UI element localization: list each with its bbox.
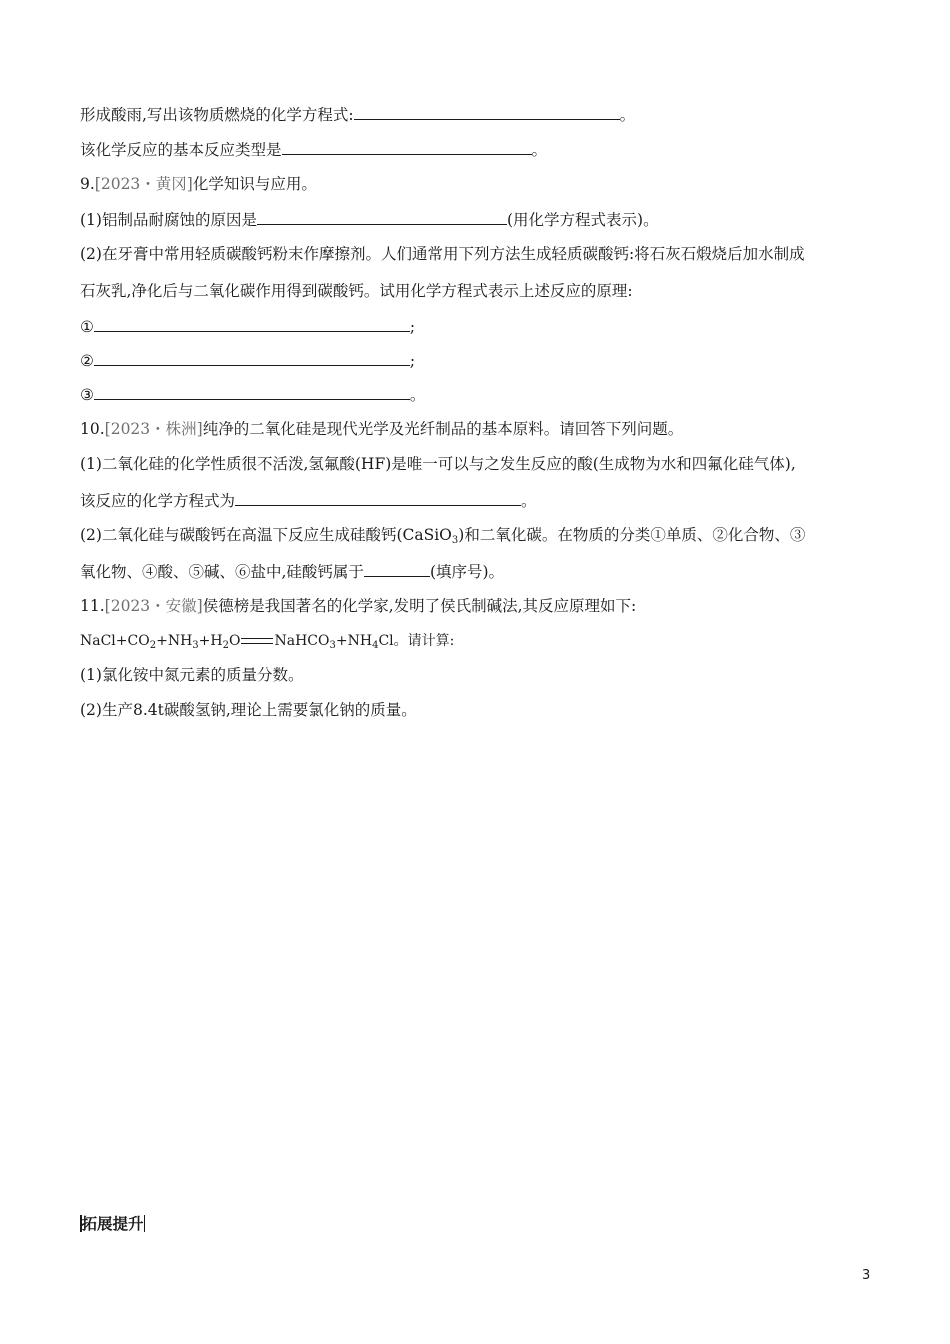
answer-blank-hf-equation[interactable] xyxy=(235,490,521,506)
question-number: 10. xyxy=(80,420,105,438)
question-source: [2023・安徽] xyxy=(104,597,203,615)
item-marker: ② xyxy=(80,352,94,370)
question-10-part-1-line-1 xyxy=(80,454,796,474)
line-acid-rain xyxy=(80,104,635,125)
page-number: 3 xyxy=(862,1268,871,1283)
answer-blank-equation-1[interactable] xyxy=(94,316,410,332)
answer-blank-combustion-equation[interactable] xyxy=(354,104,620,120)
chemical-equation xyxy=(80,631,454,651)
text: 形成酸雨,写出该物质燃烧的化学方程式: xyxy=(80,106,354,124)
subscript: 2 xyxy=(149,640,157,651)
question-9-part-1 xyxy=(80,209,659,230)
question-source: [2023・黄冈] xyxy=(94,175,193,193)
answer-blank-classification[interactable] xyxy=(364,561,430,577)
item-marker: ① xyxy=(80,318,94,336)
text: (填序号)。 xyxy=(429,563,505,581)
question-source: [2023・株洲] xyxy=(104,420,203,438)
text: (2)二氧化硅与碳酸钙在高温下反应生成硅酸钙(CaSiO xyxy=(80,526,452,544)
answer-blank-equation-2[interactable] xyxy=(94,350,410,366)
question-9-part-2-line-1 xyxy=(80,244,805,264)
text: (用化学方程式表示)。 xyxy=(506,211,659,229)
answer-blank-equation-3[interactable] xyxy=(94,384,410,400)
text: 该化学反应的基本反应类型是 xyxy=(80,141,282,159)
formula-part: NaCl+CO xyxy=(80,633,150,649)
formula-part: +H xyxy=(198,633,223,649)
question-9-title xyxy=(80,174,317,194)
subscript: 3 xyxy=(451,535,459,546)
answer-blank-reaction-type[interactable] xyxy=(282,139,532,155)
text: (1)氯化铵中氮元素的质量分数。 xyxy=(80,666,304,684)
answer-item-3 xyxy=(80,384,425,405)
subscript: 3 xyxy=(329,640,336,651)
text: ; xyxy=(409,318,416,336)
section-heading xyxy=(80,1214,145,1234)
text: )和二氧化碳。在物质的分类①单质、②化合物、③ xyxy=(458,526,806,544)
question-10-part-2-line-2 xyxy=(80,561,504,582)
subscript: 3 xyxy=(192,640,199,651)
question-number: 11. xyxy=(80,597,105,615)
question-11-part-1 xyxy=(80,665,303,685)
text: 。 xyxy=(531,141,548,159)
text: (2)生产8.4t碳酸氢钠,理论上需要氯化钠的质量。 xyxy=(80,701,417,719)
formula-part: Cl。请计算: xyxy=(378,633,455,649)
question-text: 化学知识与应用。 xyxy=(192,175,317,193)
answer-item-2 xyxy=(80,350,415,371)
line-reaction-type xyxy=(80,139,547,160)
question-text: 纯净的二氧化硅是现代光学及光纤制品的基本原料。请回答下列问题。 xyxy=(202,420,684,438)
answer-item-1 xyxy=(80,316,415,337)
heading-bar-right xyxy=(144,1215,146,1232)
formula-part: +NH xyxy=(335,633,373,649)
text: 石灰乳,净化后与二氧化碳作用得到碳酸钙。试用化学方程式表示上述反应的原理: xyxy=(80,282,633,300)
question-11-part-2 xyxy=(80,700,417,720)
text: 该反应的化学方程式为 xyxy=(80,492,236,510)
text: 氧化物、④酸、⑤碱、⑥盐中,硅酸钙属于 xyxy=(80,563,364,581)
question-10-title xyxy=(80,419,683,439)
text: (2)在牙膏中常用轻质碳酸钙粉末作摩擦剂。人们通常用下列方法生成轻质碳酸钙:将石灰石煅烧后加水制成 xyxy=(80,245,805,263)
question-9-part-2-line-2 xyxy=(80,281,633,301)
question-10-part-2-line-1 xyxy=(80,525,805,545)
question-11-title xyxy=(80,596,636,616)
subscript: 2 xyxy=(222,640,229,651)
text: (1)铝制品耐腐蚀的原因是 xyxy=(80,211,257,229)
subscript: 4 xyxy=(372,640,379,651)
formula-part: O xyxy=(229,633,241,649)
question-number: 9. xyxy=(80,175,95,193)
text: (1)二氧化硅的化学性质很不活泼,氢氟酸(HF)是唯一可以与之发生反应的酸(生成物为水和四氟化硅气体), xyxy=(80,455,796,473)
section-title: 拓展提升 xyxy=(81,1215,144,1233)
question-text: 侯德榜是我国著名的化学家,发明了侯氏制碱法,其反应原理如下: xyxy=(202,597,637,615)
text: 。 xyxy=(409,386,426,404)
equals-sign xyxy=(241,638,273,644)
formula-part: NaHCO xyxy=(274,633,330,649)
text: 。 xyxy=(521,492,537,510)
answer-blank-aluminum-equation[interactable] xyxy=(257,209,507,225)
text: ; xyxy=(409,352,416,370)
formula-part: +NH xyxy=(156,633,193,649)
question-10-part-1-line-2 xyxy=(80,490,537,511)
item-marker: ③ xyxy=(80,386,94,404)
text: 。 xyxy=(619,106,636,124)
